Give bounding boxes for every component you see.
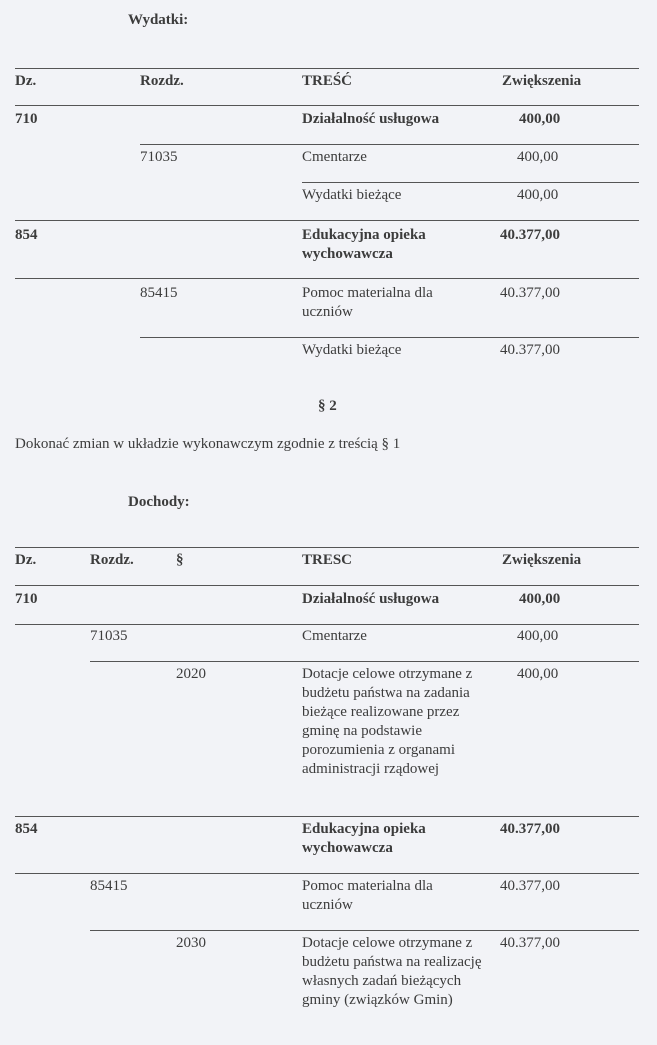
cell-dz: 854	[15, 227, 38, 243]
header-rozdz: Rozdz.	[140, 73, 184, 89]
header-tresc: TREŚĆ	[302, 73, 353, 89]
cell-kwota: 400,00	[517, 628, 559, 644]
cell-kwota: 400,00	[519, 591, 561, 607]
cell-kwota: 400,00	[517, 187, 559, 203]
cell-tresc: Działalność usługowa	[302, 111, 440, 127]
table-rule	[15, 585, 639, 586]
cell-tresc: Wydatki bieżące	[302, 187, 402, 203]
cell-tresc: Cmentarze	[302, 149, 367, 165]
table-rule	[15, 68, 639, 69]
table-rule	[15, 220, 639, 221]
cell-tresc: Dotacje celowe otrzymane z budżetu państwa na realizację własnych zadań bieżących gminy (związków Gmin)	[302, 935, 482, 1008]
table-rule	[15, 278, 639, 279]
cell-kwota: 40.377,00	[500, 342, 560, 358]
table-rule	[90, 930, 639, 931]
header-paragraf: §	[176, 552, 184, 568]
table-rule	[90, 661, 639, 662]
cell-dz: 854	[15, 821, 38, 837]
dochody-heading: Dochody:	[128, 494, 190, 510]
cell-kwota: 400,00	[517, 666, 559, 682]
header-tresc: TRESC	[302, 552, 353, 568]
cell-paragraf: 2030	[176, 935, 206, 951]
cell-tresc: Edukacyjna opieka wychowawcza	[302, 227, 426, 262]
cell-tresc: Działalność usługowa	[302, 591, 440, 607]
cell-tresc: Pomoc materialna dla uczniów	[302, 878, 433, 913]
cell-rozdz: 71035	[90, 628, 128, 644]
paragraph-symbol: § 2	[318, 398, 337, 414]
header-zwiekszenia: Zwiększenia	[502, 552, 582, 568]
cell-kwota: 400,00	[519, 111, 561, 127]
cell-paragraf: 2020	[176, 666, 206, 682]
table-rule	[15, 547, 639, 548]
cell-tresc: Pomoc materialna dla uczniów	[302, 285, 433, 320]
cell-tresc: Dotacje celowe otrzymane z budżetu państwa na zadania bieżące realizowane przez gminę na podstawie porozumienia z organami administracji rządowej	[302, 666, 473, 777]
cell-rozdz: 85415	[90, 878, 128, 894]
cell-kwota: 40.377,00	[500, 227, 560, 243]
wydatki-heading: Wydatki:	[128, 12, 189, 28]
table-rule	[15, 816, 639, 817]
table-rule	[15, 105, 639, 106]
paragraph-text: Dokonać zmian w układzie wykonawczym zgodnie z treścią § 1	[15, 436, 401, 452]
cell-kwota: 40.377,00	[500, 285, 560, 301]
cell-dz: 710	[15, 111, 38, 127]
header-dz: Dz.	[15, 73, 37, 89]
table-rule	[140, 337, 639, 338]
table-rule	[15, 624, 639, 625]
header-dz: Dz.	[15, 552, 37, 568]
cell-tresc: Edukacyjna opieka wychowawcza	[302, 821, 426, 856]
cell-kwota: 400,00	[517, 149, 559, 165]
cell-tresc: Cmentarze	[302, 628, 367, 644]
cell-tresc: Wydatki bieżące	[302, 342, 402, 358]
header-zwiekszenia: Zwiększenia	[502, 73, 582, 89]
header-rozdz: Rozdz.	[90, 552, 134, 568]
cell-kwota: 40.377,00	[500, 935, 560, 951]
table-rule	[302, 182, 639, 183]
cell-kwota: 40.377,00	[500, 821, 560, 837]
table-rule	[15, 873, 639, 874]
cell-rozdz: 85415	[140, 285, 178, 301]
cell-dz: 710	[15, 591, 38, 607]
cell-rozdz: 71035	[140, 149, 178, 165]
table-rule	[140, 144, 639, 145]
cell-kwota: 40.377,00	[500, 878, 560, 894]
